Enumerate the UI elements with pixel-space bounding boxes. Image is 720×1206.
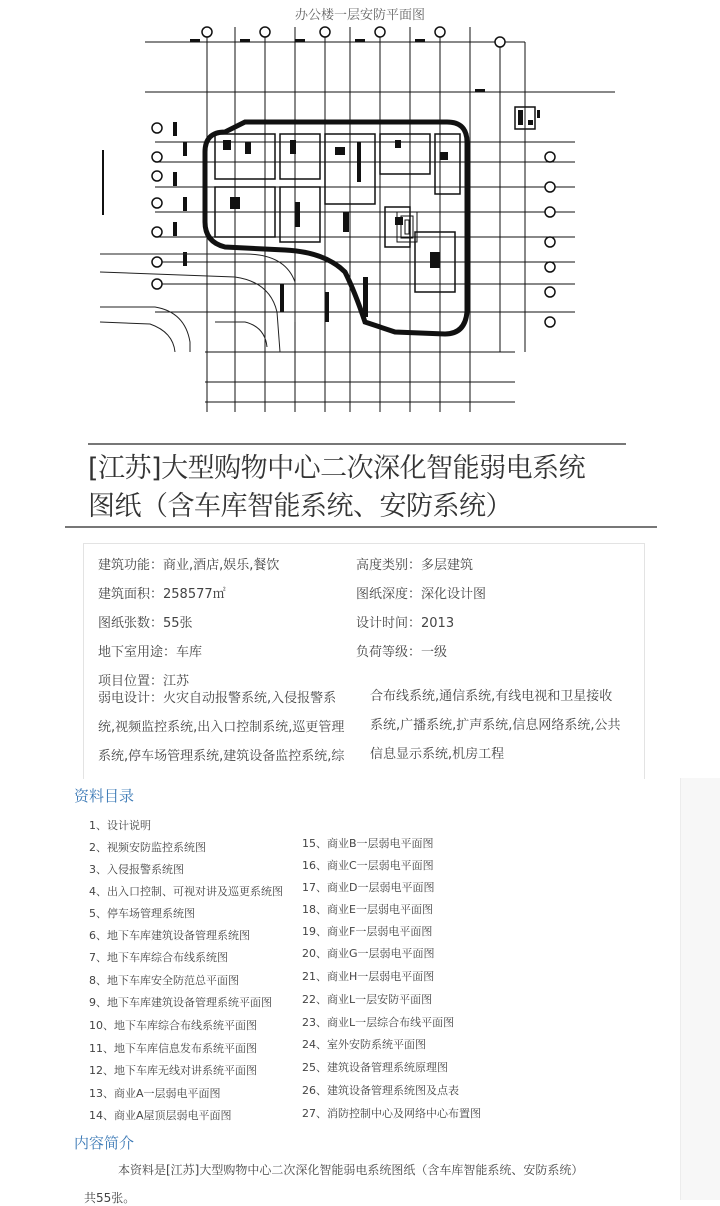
page-title-line2: 图纸（含车库智能系统、安防系统） (88, 491, 512, 522)
design-line: 系统,广播系统,扩声系统,信息网络系统,公共 (370, 718, 621, 733)
side-panel (680, 778, 720, 1200)
toc-item: 24、室外安防系统平面图 (302, 1038, 426, 1051)
toc-item: 23、商业L一层综合布线平面图 (302, 1016, 455, 1029)
toc-item: 26、建筑设备管理系统图及点表 (302, 1084, 459, 1097)
intro-heading: 内容简介 (74, 1134, 135, 1152)
toc-item: 7、地下车库综合布线系统图 (89, 951, 228, 964)
info-building-area: 建筑面积：258577㎡ (98, 587, 226, 602)
toc-item: 21、商业H一层弱电平面图 (302, 970, 435, 983)
info-weak-current-design-left (98, 684, 358, 771)
toc-item: 11、地下车库信息发布系统平面图 (89, 1042, 257, 1055)
info-weak-current-design-right (370, 682, 640, 769)
intro-text-line1: 本资料是[江苏]大型购物中心二次深化智能弱电系统图纸（含车库智能系统、安防系统） (118, 1163, 584, 1177)
toc-item: 14、商业A屋顶层弱电平面图 (89, 1109, 232, 1122)
page-title-line1: [江苏]大型购物中心二次深化智能弱电系统 (88, 453, 586, 484)
design-line: 合布线系统,通信系统,有线电视和卫星接收 (370, 689, 613, 704)
drawing-caption: 办公楼一层安防平面图 (294, 8, 425, 23)
toc-item: 15、商业B一层弱电平面图 (302, 837, 434, 850)
toc-item: 19、商业F一层弱电平面图 (302, 925, 433, 938)
intro-text-line2: 共55张。 (84, 1191, 136, 1205)
toc-item: 13、商业A一层弱电平面图 (89, 1087, 221, 1100)
toc-item: 10、地下车库综合布线系统平面图 (89, 1019, 257, 1032)
design-line: 弱电设计：火灾自动报警系统,入侵报警系 (98, 691, 337, 706)
toc-item: 2、视频安防监控系统图 (89, 841, 206, 854)
title-rule-top (88, 443, 626, 445)
info-building-function: 建筑功能：商业,酒店,娱乐,餐饮 (98, 558, 280, 573)
toc-item: 4、出入口控制、可视对讲及巡更系统图 (89, 885, 283, 898)
info-design-year: 设计时间：2013 (356, 616, 455, 631)
project-info-box (83, 543, 645, 779)
toc-item: 1、设计说明 (89, 819, 151, 832)
design-line: 系统,停车场管理系统,建筑设备监控系统,综 (98, 749, 345, 764)
toc-item: 27、消防控制中心及网络中心布置图 (302, 1107, 481, 1120)
toc-item: 17、商业D一层弱电平面图 (302, 881, 435, 894)
toc-item: 20、商业G一层弱电平面图 (302, 947, 435, 960)
toc-item: 8、地下车库安全防范总平面图 (89, 974, 239, 987)
toc-item: 25、建筑设备管理系统原理图 (302, 1061, 448, 1074)
floor-plan-drawing (95, 22, 635, 417)
info-height-category: 高度类别：多层建筑 (356, 558, 474, 573)
toc-item: 9、地下车库建筑设备管理系统平面图 (89, 996, 272, 1009)
toc-item: 5、停车场管理系统图 (89, 907, 195, 920)
toc-item: 16、商业C一层弱电平面图 (302, 859, 434, 872)
page-title (88, 450, 648, 526)
design-line: 统,视频监控系统,出入口控制系统,巡更管理 (98, 720, 345, 735)
toc-item: 6、地下车库建筑设备管理系统图 (89, 929, 250, 942)
toc-item: 3、入侵报警系统图 (89, 863, 184, 876)
toc-item: 12、地下车库无线对讲系统平面图 (89, 1064, 257, 1077)
info-drawing-depth: 图纸深度：深化设计图 (356, 587, 487, 602)
toc-item: 22、商业L一层安防平面图 (302, 993, 433, 1006)
title-rule-bottom (65, 526, 657, 528)
design-line: 信息显示系统,机房工程 (370, 747, 505, 762)
info-basement-use: 地下室用途：车库 (98, 645, 203, 660)
info-load-level: 负荷等级：一级 (356, 645, 448, 660)
toc-item: 18、商业E一层弱电平面图 (302, 903, 433, 916)
info-sheet-count: 图纸张数：55张 (98, 616, 193, 631)
toc-heading: 资料目录 (74, 787, 135, 805)
info-location: 项目位置：江苏 (98, 674, 190, 689)
